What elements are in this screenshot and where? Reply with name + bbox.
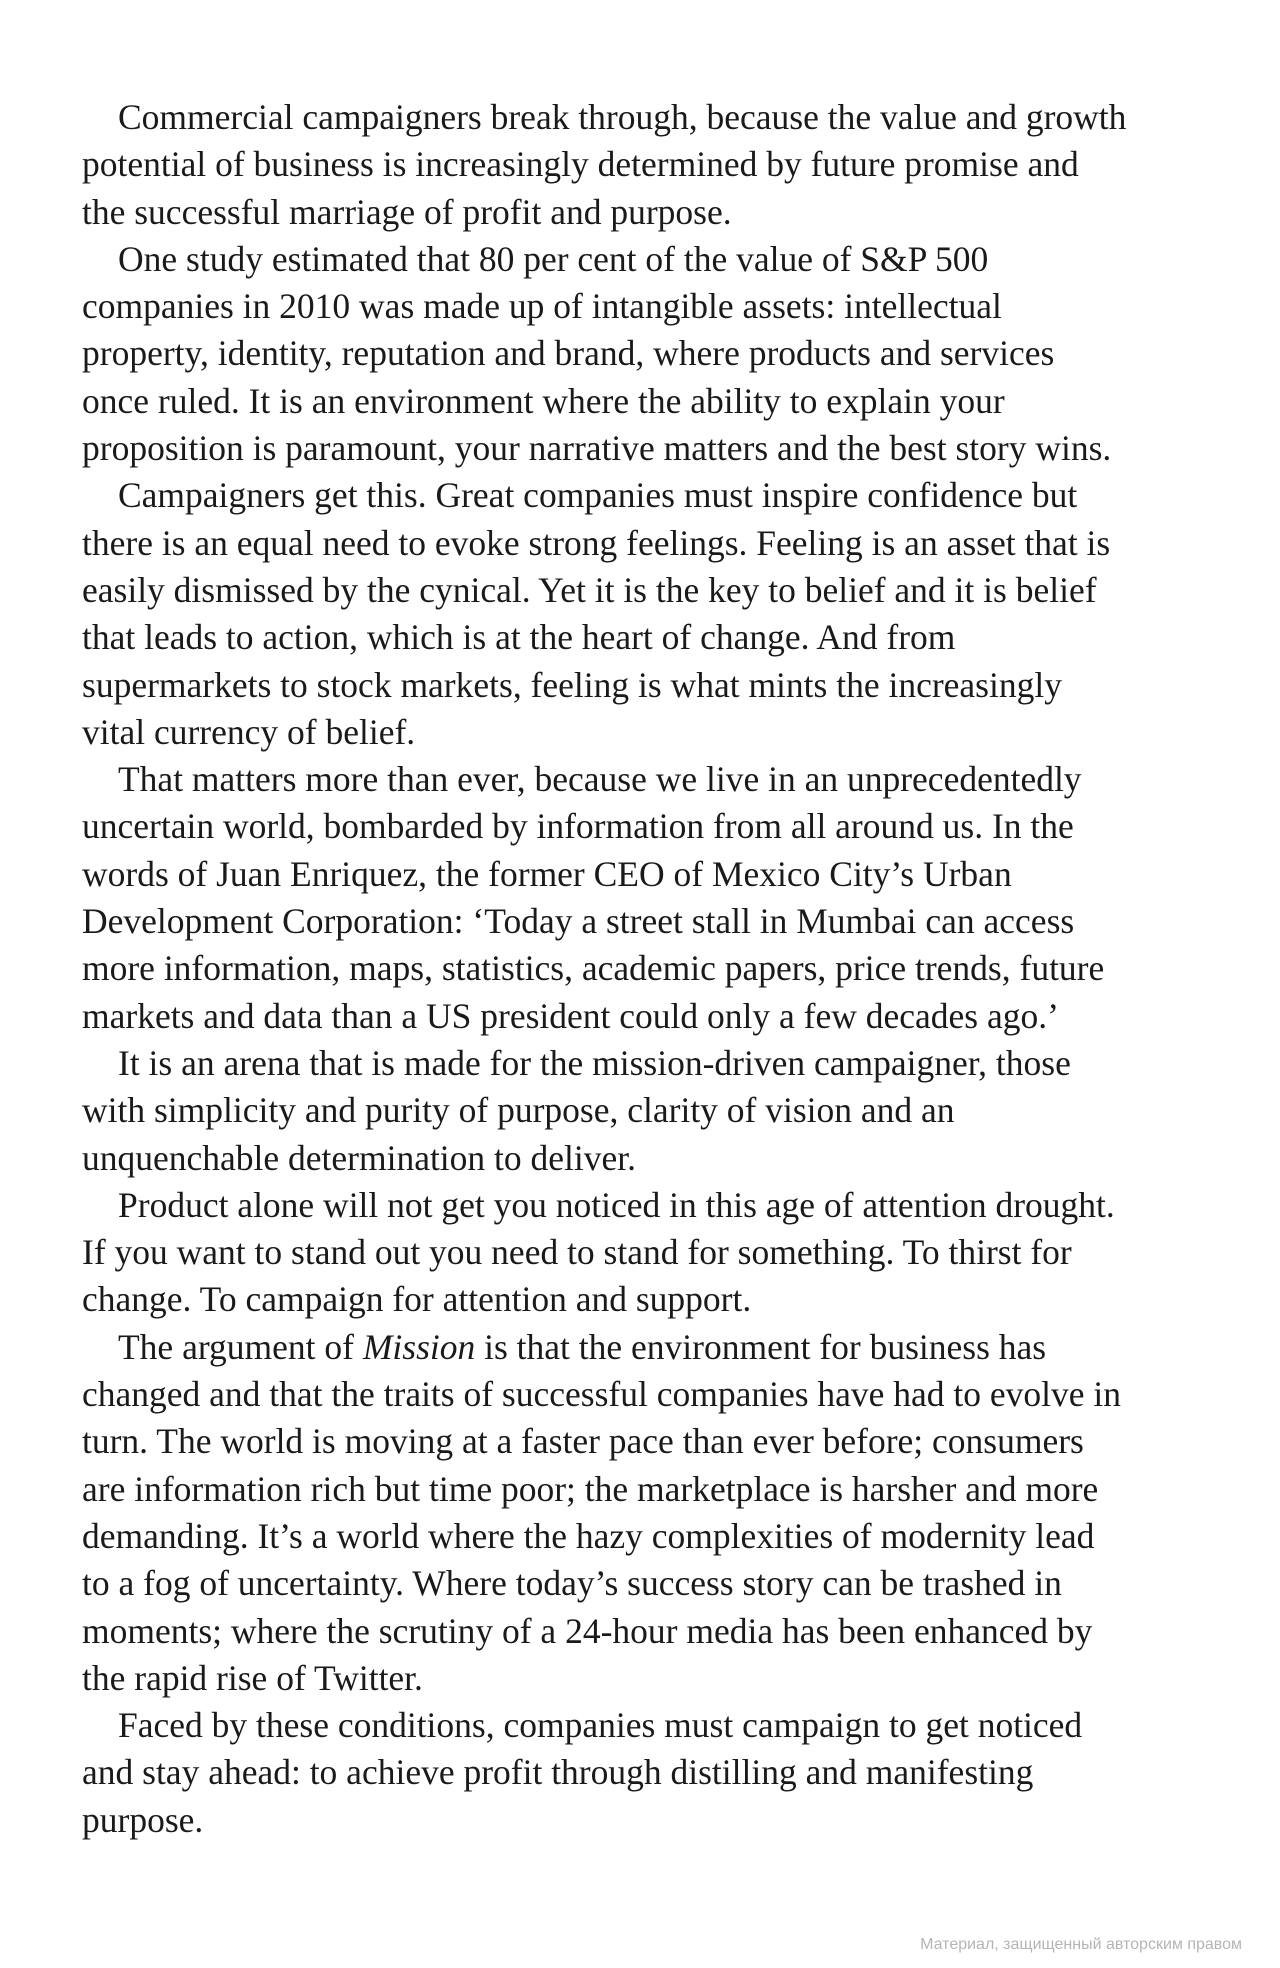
book-page <box>82 94 1222 1844</box>
text-line: Commercial campaigners break through, because the value and growth <box>118 97 1127 137</box>
text-line: the rapid rise of Twitter. <box>82 1657 423 1698</box>
text-line: supermarkets to stock markets, feeling is what mints the increasingly <box>82 664 1062 705</box>
text-line: It is an arena that is made for the mission-driven campaigner, those <box>118 1042 1071 1083</box>
text-line: moments; where the scrutiny of a 24-hour media has been enhanced by <box>82 1610 1093 1651</box>
text-line: potential of business is increasingly determined by future promise and <box>82 144 1079 185</box>
paragraph <box>82 1324 1222 1702</box>
text-line: Campaigners get this. Great companies must inspire confidence but <box>118 475 1078 516</box>
text-line: proposition is paramount, your narrative matters and the best story wins. <box>82 428 1112 469</box>
text-line: the successful marriage of profit and purpose. <box>82 191 732 232</box>
text-line: Product alone will not get you noticed in this age of attention drought. <box>118 1184 1115 1225</box>
text-line: Faced by these conditions, companies must campaign to get noticed <box>118 1705 1083 1746</box>
book-title-italic: Mission <box>362 1326 476 1367</box>
text-line: words of Juan Enriquez, the former CEO of Mexico City’s Urban <box>82 853 1012 894</box>
text-line: demanding. It’s a world where the hazy complexities of modernity lead <box>82 1515 1095 1556</box>
text-line: One study estimated that 80 per cent of the value of S&P 500 <box>118 238 989 279</box>
text-line: turn. The world is moving at a faster pace than ever before; consumers <box>82 1421 1084 1462</box>
text-line: there is an equal need to evoke strong feelings. Feeling is an asset that is <box>82 522 1111 563</box>
text-line: that leads to action, which is at the heart of change. And from <box>82 617 956 658</box>
text-line: more information, maps, statistics, academic papers, price trends, future <box>82 948 1105 989</box>
text-line: Development Corporation: ‘Today a street stall in Mumbai can access <box>82 901 1075 942</box>
text-line: easily dismissed by the cynical. Yet it is the key to belief and it is belief <box>82 569 1097 610</box>
text-line: change. To campaign for attention and support. <box>82 1279 752 1320</box>
paragraph <box>82 236 1222 472</box>
text-line: are information rich but time poor; the marketplace is harsher and more <box>82 1468 1099 1509</box>
text-span: is that the environment for business has <box>475 1326 1047 1367</box>
text-line: to a fog of uncertainty. Where today’s success story can be trashed in <box>82 1563 1062 1604</box>
paragraph <box>82 1702 1222 1844</box>
copyright-watermark: Материал, защищенный авторским правом <box>920 1936 1242 1953</box>
text-line: uncertain world, bombarded by information from all around us. In the <box>82 806 1074 847</box>
text-line: property, identity, reputation and brand, where products and services <box>82 333 1055 374</box>
paragraph <box>82 94 1222 236</box>
text-span: The argument of <box>118 1326 363 1367</box>
text-line: If you want to stand out you need to stand for something. To thirst for <box>82 1232 1072 1273</box>
text-line: changed and that the traits of successful companies have had to evolve in <box>82 1374 1122 1415</box>
paragraph <box>82 1182 1222 1324</box>
paragraph <box>82 1040 1222 1182</box>
text-line: once ruled. It is an environment where the ability to explain your <box>82 380 1005 421</box>
text-line: purpose. <box>82 1799 204 1840</box>
text-line: and stay ahead: to achieve profit through distilling and manifesting <box>82 1752 1034 1793</box>
paragraph <box>82 756 1222 1040</box>
text-line: unquenchable determination to deliver. <box>82 1137 637 1178</box>
paragraph <box>82 472 1222 756</box>
text-line: with simplicity and purity of purpose, clarity of vision and an <box>82 1090 955 1131</box>
text-line: That matters more than ever, because we live in an unprecedentedly <box>118 759 1082 800</box>
text-line: companies in 2010 was made up of intangible assets: intellectual <box>82 286 1002 327</box>
text-line: vital currency of belief. <box>82 711 416 752</box>
text-line: markets and data than a US president could only a few decades ago.’ <box>82 995 1059 1036</box>
text-line <box>82 1324 1222 1371</box>
